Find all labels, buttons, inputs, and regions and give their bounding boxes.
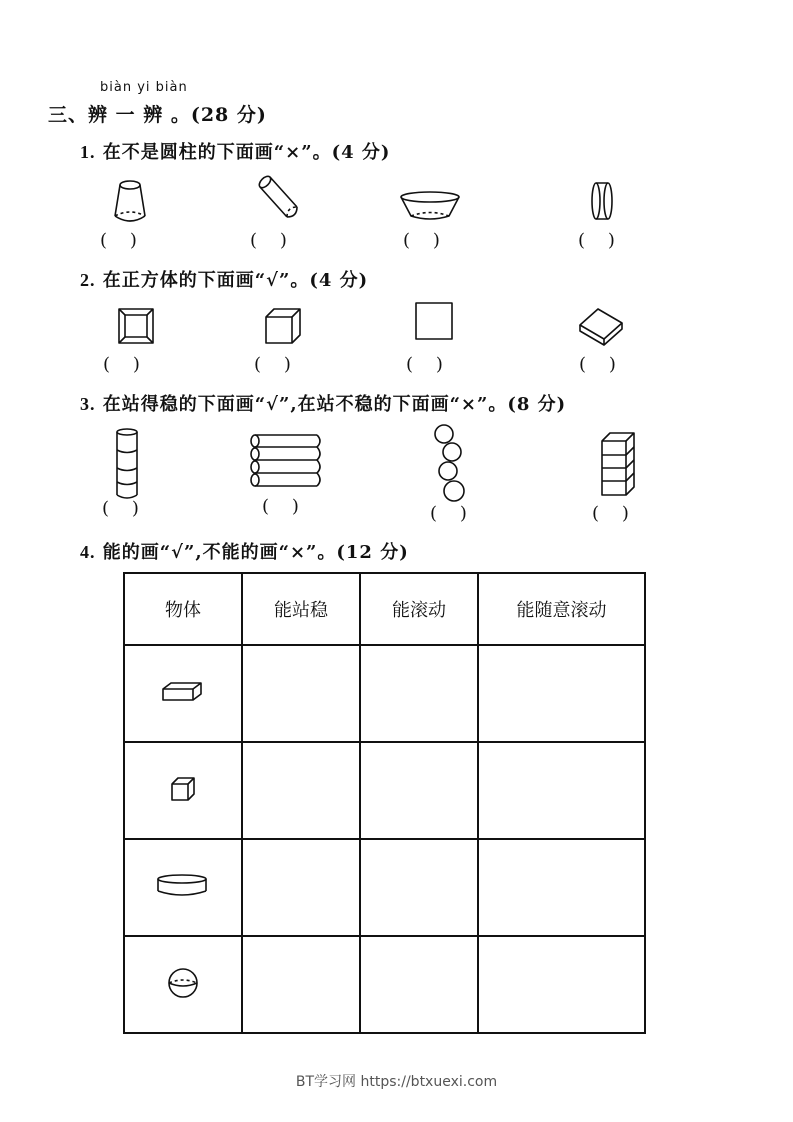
square-frame-icon: [117, 307, 157, 347]
answer-cell[interactable]: [478, 936, 645, 1033]
answer-cell[interactable]: [242, 742, 360, 839]
square-icon: [414, 301, 456, 343]
sphere-icon: [167, 967, 199, 999]
bowl-icon: [398, 190, 462, 222]
answer-paren[interactable]: ( ): [578, 230, 615, 251]
answer-cell[interactable]: [478, 839, 645, 936]
object-cell: [124, 742, 242, 839]
object-cell: [124, 839, 242, 936]
answer-paren[interactable]: ( ): [102, 498, 139, 519]
stacked-balls-icon: [430, 424, 470, 504]
table-row: [124, 645, 645, 742]
object-cell: [124, 645, 242, 742]
flat-cylinder-icon: [156, 873, 210, 899]
answer-paren[interactable]: ( ): [430, 503, 467, 524]
stacked-cylinders-icon: [114, 427, 142, 501]
answer-cell[interactable]: [360, 839, 478, 936]
section-pinyin: biàn yi biàn: [100, 80, 188, 95]
short-cylinder-icon: [587, 180, 617, 226]
section-title: 三、辨 一 辨 。(28 分): [48, 104, 267, 126]
table-row: [124, 936, 645, 1033]
answer-paren[interactable]: ( ): [103, 354, 140, 375]
question-number: 4.: [80, 542, 96, 562]
answer-cell[interactable]: [242, 645, 360, 742]
table-header: 能站稳: [242, 573, 360, 645]
tilted-cylinder-icon: [255, 172, 305, 224]
stacked-logs-icon: [249, 433, 325, 489]
tilted-cube-icon: [578, 305, 626, 349]
answer-paren[interactable]: ( ): [592, 503, 629, 524]
answer-cell[interactable]: [242, 839, 360, 936]
answer-cell[interactable]: [360, 742, 478, 839]
cube-icon: [264, 307, 304, 347]
object-cell: [124, 936, 242, 1033]
question-number: 3.: [80, 394, 96, 414]
table-row: [124, 742, 645, 839]
table-header: 能滚动: [360, 573, 478, 645]
flat-cuboid-icon: [161, 681, 205, 703]
answer-paren[interactable]: ( ): [254, 354, 291, 375]
question-4: [80, 538, 409, 564]
answer-paren[interactable]: ( ): [403, 230, 440, 251]
table-header: 物体: [124, 573, 242, 645]
question-1: [80, 138, 390, 164]
question-3: [80, 390, 566, 416]
table-header: 能随意滚动: [478, 573, 645, 645]
answer-cell[interactable]: [478, 742, 645, 839]
answer-paren[interactable]: ( ): [250, 230, 287, 251]
question-text: 在站得稳的下面画“√”,在站不稳的下面画“×”。(8 分): [102, 394, 567, 415]
footer-watermark: BT学习网 https://btxuexi.com: [295, 1074, 498, 1090]
answer-cell[interactable]: [360, 645, 478, 742]
answer-paren[interactable]: ( ): [406, 354, 443, 375]
question-number: 2.: [80, 270, 96, 290]
small-cube-icon: [170, 776, 196, 802]
answer-cell[interactable]: [360, 936, 478, 1033]
answer-paren[interactable]: ( ): [262, 496, 299, 517]
stacked-cubes-icon: [600, 431, 636, 497]
cup-icon: [108, 178, 156, 226]
question-text: 在正方体的下面画“√”。(4 分): [102, 270, 369, 291]
question-text: 在不是圆柱的下面画“×”。(4 分): [102, 142, 391, 163]
question-2: [80, 266, 368, 292]
table-header-row: [124, 573, 645, 645]
answer-table: [123, 572, 646, 1034]
answer-cell[interactable]: [242, 936, 360, 1033]
answer-paren[interactable]: ( ): [579, 354, 616, 375]
table-row: [124, 839, 645, 936]
answer-paren[interactable]: ( ): [100, 230, 137, 251]
question-number: 1.: [80, 142, 96, 162]
question-text: 能的画“√”,不能的画“×”。(12 分): [102, 542, 409, 563]
answer-cell[interactable]: [478, 645, 645, 742]
